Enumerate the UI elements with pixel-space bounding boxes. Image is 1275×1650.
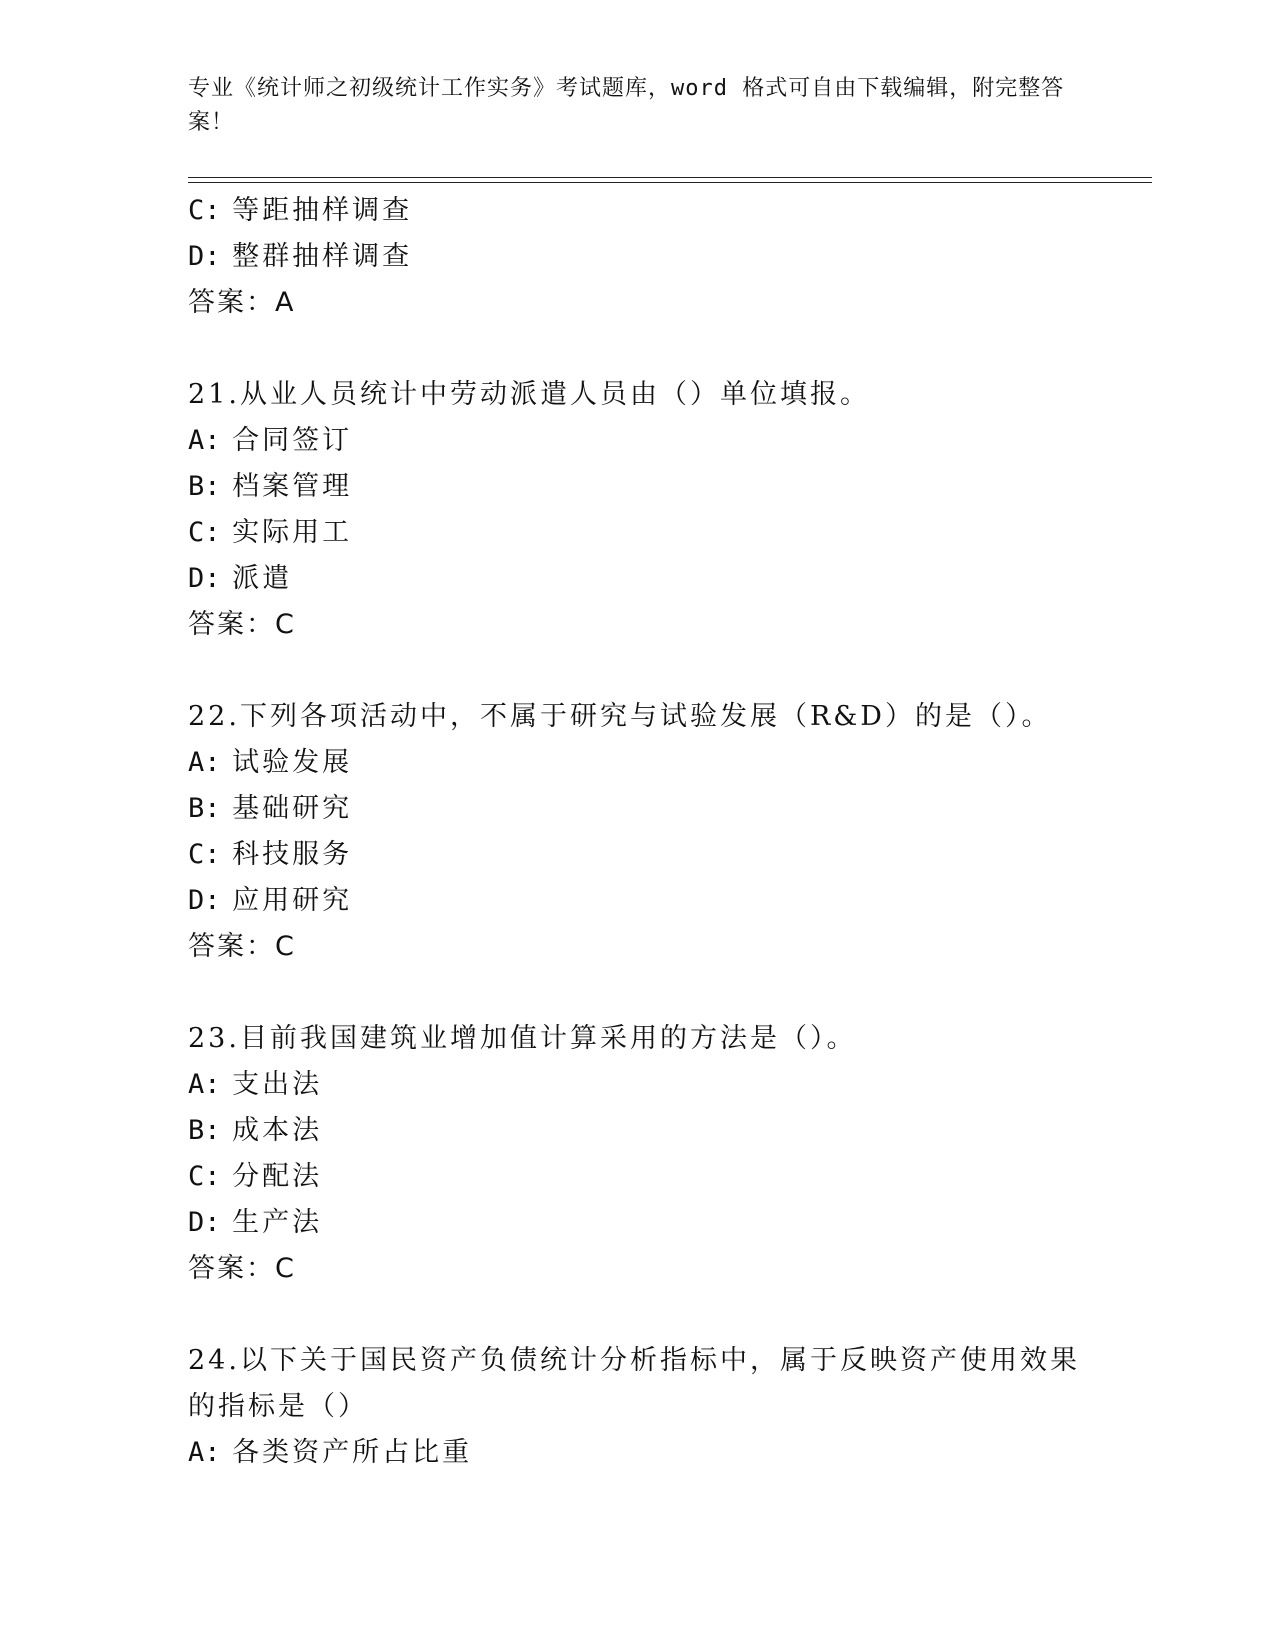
answer: 答案：A bbox=[188, 287, 296, 318]
option-a bbox=[188, 1062, 1088, 1108]
option-letter: A: bbox=[188, 747, 221, 778]
question-22 bbox=[188, 694, 1088, 970]
option-letter: D: bbox=[188, 885, 221, 916]
option-letter: C: bbox=[188, 195, 221, 226]
option-text: 基础研究 bbox=[232, 793, 353, 824]
option-c bbox=[188, 1154, 1088, 1200]
question-stem: 23.目前我国建筑业增加值计算采用的方法是（）。 bbox=[188, 1023, 857, 1054]
option-b bbox=[188, 1108, 1088, 1154]
option-text: 科技服务 bbox=[232, 839, 353, 870]
option-d bbox=[188, 878, 1088, 924]
option-letter: A: bbox=[188, 1437, 221, 1468]
option-text: 等距抽样调查 bbox=[232, 195, 413, 226]
option-text: 整群抽样调查 bbox=[232, 241, 413, 272]
option-text: 档案管理 bbox=[232, 471, 353, 502]
option-letter: C: bbox=[188, 517, 221, 548]
option-a bbox=[188, 418, 1088, 464]
option-text: 生产法 bbox=[232, 1207, 323, 1238]
option-c bbox=[188, 188, 1088, 234]
option-text: 成本法 bbox=[232, 1115, 323, 1146]
option-letter: D: bbox=[188, 241, 221, 272]
option-text: 实际用工 bbox=[232, 517, 353, 548]
header-rule-bottom bbox=[188, 182, 1152, 183]
option-c bbox=[188, 832, 1088, 878]
question-stem: 24.以下关于国民资产负债统计分析指标中，属于反映资产使用效果的指标是（） bbox=[188, 1345, 1080, 1422]
question-stem: 22.下列各项活动中，不属于研究与试验发展（R&D）的是（）。 bbox=[188, 701, 1052, 732]
option-text: 各类资产所占比重 bbox=[232, 1437, 473, 1468]
option-d bbox=[188, 1200, 1088, 1246]
answer: 答案：C bbox=[188, 609, 296, 640]
option-letter: C: bbox=[188, 1161, 221, 1192]
page-header: 专业《统计师之初级统计工作实务》考试题库，word 格式可自由下载编辑，附完整答案！ bbox=[188, 76, 1065, 135]
option-letter: B: bbox=[188, 1115, 221, 1146]
spacer bbox=[188, 326, 1088, 372]
spacer bbox=[188, 1292, 1088, 1338]
option-d bbox=[188, 234, 1088, 280]
continued-question bbox=[188, 188, 1088, 326]
option-text: 分配法 bbox=[232, 1161, 323, 1192]
option-a bbox=[188, 740, 1088, 786]
option-a bbox=[188, 1430, 1088, 1476]
answer: 答案：C bbox=[188, 931, 296, 962]
option-text: 应用研究 bbox=[232, 885, 353, 916]
option-text: 试验发展 bbox=[232, 747, 353, 778]
question-21 bbox=[188, 372, 1088, 648]
option-text: 合同签订 bbox=[232, 425, 353, 456]
option-text: 派遣 bbox=[232, 563, 293, 594]
option-b bbox=[188, 786, 1088, 832]
question-23 bbox=[188, 1016, 1088, 1292]
option-letter: C: bbox=[188, 839, 221, 870]
option-c bbox=[188, 510, 1088, 556]
option-b bbox=[188, 464, 1088, 510]
spacer bbox=[188, 970, 1088, 1016]
option-d bbox=[188, 556, 1088, 602]
option-letter: D: bbox=[188, 563, 221, 594]
option-letter: B: bbox=[188, 471, 221, 502]
option-letter: B: bbox=[188, 793, 221, 824]
option-text: 支出法 bbox=[232, 1069, 323, 1100]
option-letter: A: bbox=[188, 1069, 221, 1100]
question-24 bbox=[188, 1338, 1088, 1476]
spacer bbox=[188, 648, 1088, 694]
answer: 答案：C bbox=[188, 1253, 296, 1284]
question-content bbox=[188, 188, 1088, 1476]
option-letter: D: bbox=[188, 1207, 221, 1238]
header-rule-top bbox=[188, 177, 1152, 178]
question-stem: 21.从业人员统计中劳动派遣人员由（）单位填报。 bbox=[188, 379, 870, 410]
option-letter: A: bbox=[188, 425, 221, 456]
